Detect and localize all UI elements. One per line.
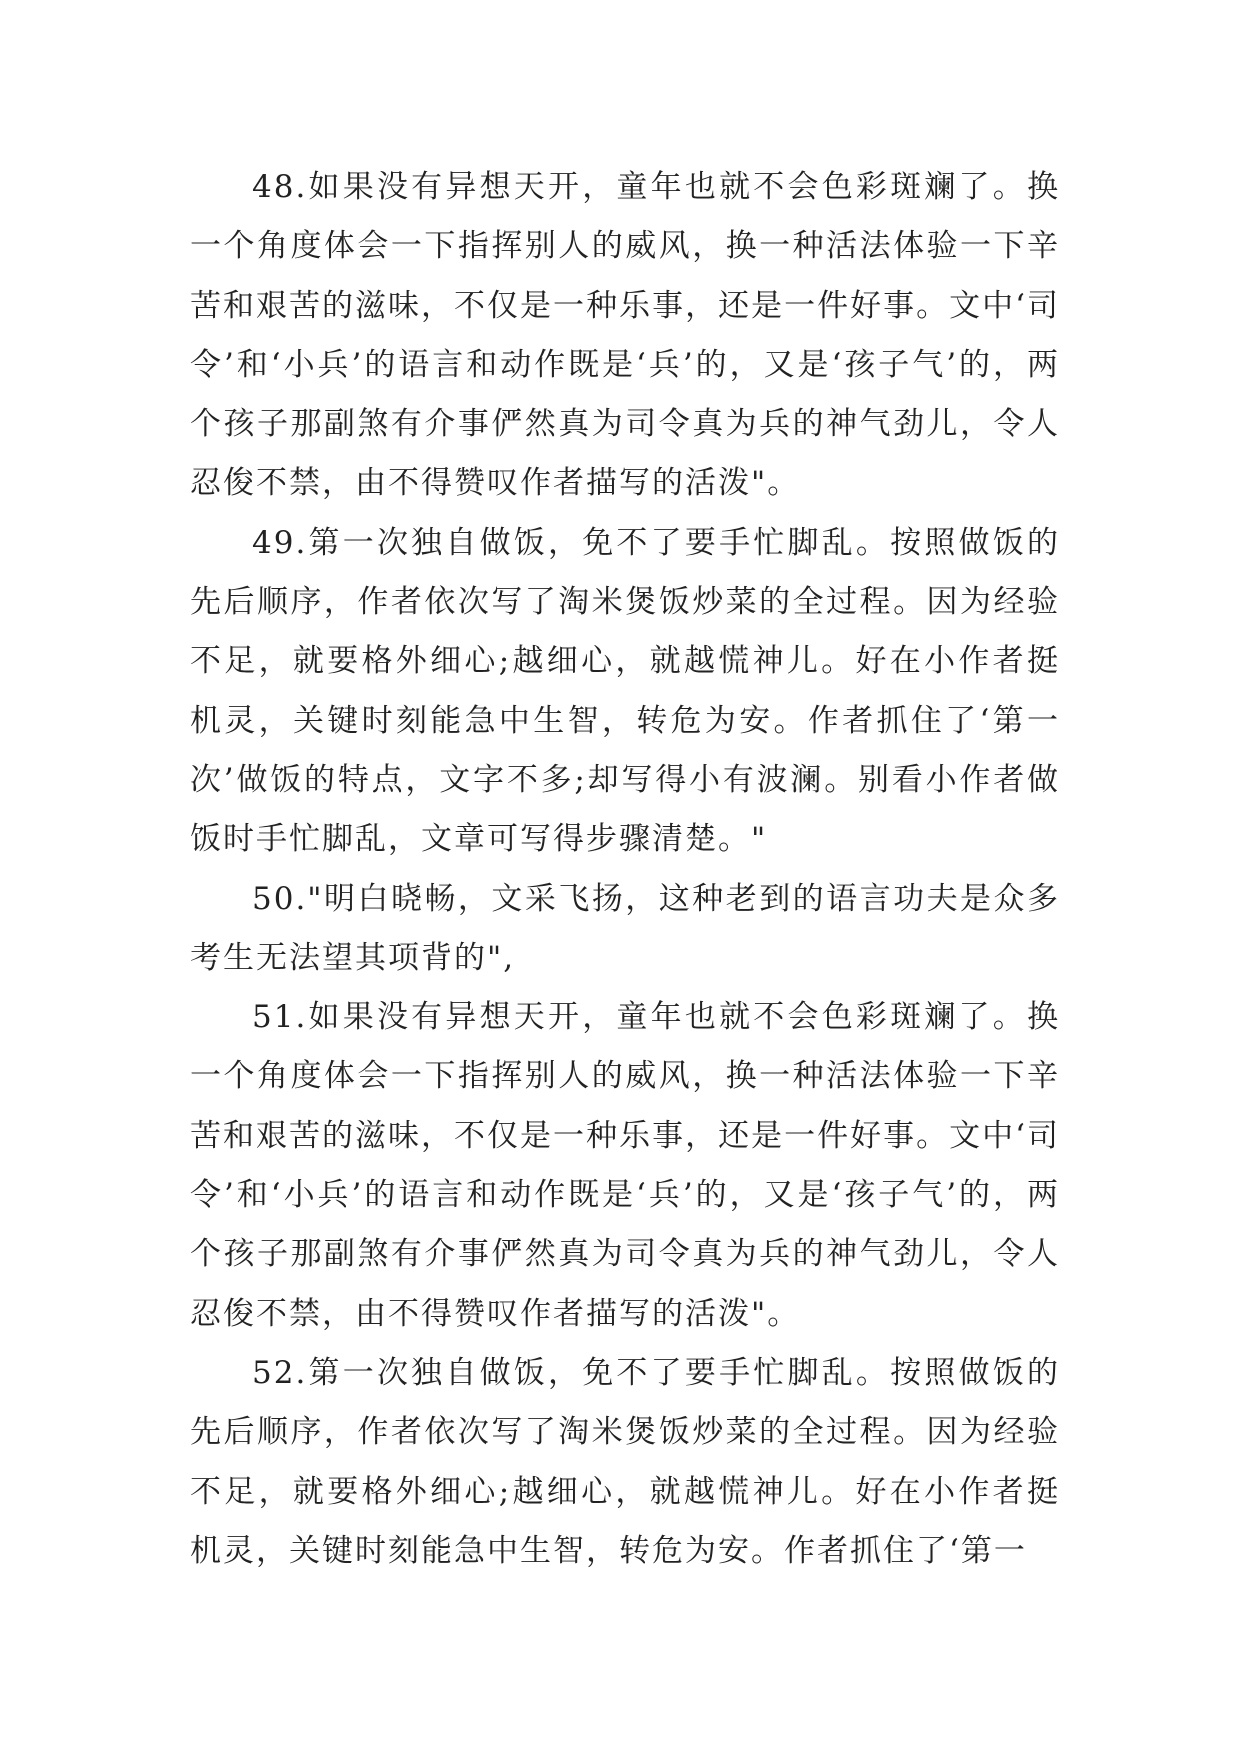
paragraph-48: 48.如果没有异想天开，童年也就不会色彩斑斓了。换一个角度体会一下指挥别人的威风，换一种活法体验一下辛苦和艰苦的滋味，不仅是一种乐事，还是一件好事。文中‘司令’和‘小兵’的语言和动作既是‘兵’的，又是‘孩子气’的，两个孩子那副煞有介事俨然真为司令真为兵的神气劲儿，令人忍俊不禁，由不得赞叹作者描写的活泼"。 (190, 169, 1060, 502)
paragraph-49: 49.第一次独自做饭，免不了要手忙脚乱。按照做饭的先后顺序，作者依次写了淘米煲饭炒菜的全过程。因为经验不足，就要格外细心;越细心，就越慌神儿。好在小作者挺机灵，关键时刻能急中生智，转危为安。作者抓住了‘第一次’做饭的特点，文字不多;却写得小有波澜。别看小作者做饭时手忙脚乱，文章可写得步骤清楚。" (190, 524, 1060, 858)
paragraph-52: 52.第一次独自做饭，免不了要手忙脚乱。按照做饭的先后顺序，作者依次写了淘米煲饭炒菜的全过程。因为经验不足，就要格外细心;越细心，就越慌神儿。好在小作者挺机灵，关键时刻能急中生智，转危为安。作者抓住了‘第一 (190, 1354, 1060, 1569)
paragraph-50: 50."明白晓畅，文采飞扬，这种老到的语言功夫是众多考生无法望其项背的", (190, 880, 1060, 976)
document-body (190, 158, 1060, 1581)
paragraph-51: 51.如果没有异想天开，童年也就不会色彩斑斓了。换一个角度体会一下指挥别人的威风，换一种活法体验一下辛苦和艰苦的滋味，不仅是一种乐事，还是一件好事。文中‘司令’和‘小兵’的语言和动作既是‘兵’的，又是‘孩子气’的，两个孩子那副煞有介事俨然真为司令真为兵的神气劲儿，令人忍俊不禁，由不得赞叹作者描写的活泼"。 (190, 999, 1060, 1332)
